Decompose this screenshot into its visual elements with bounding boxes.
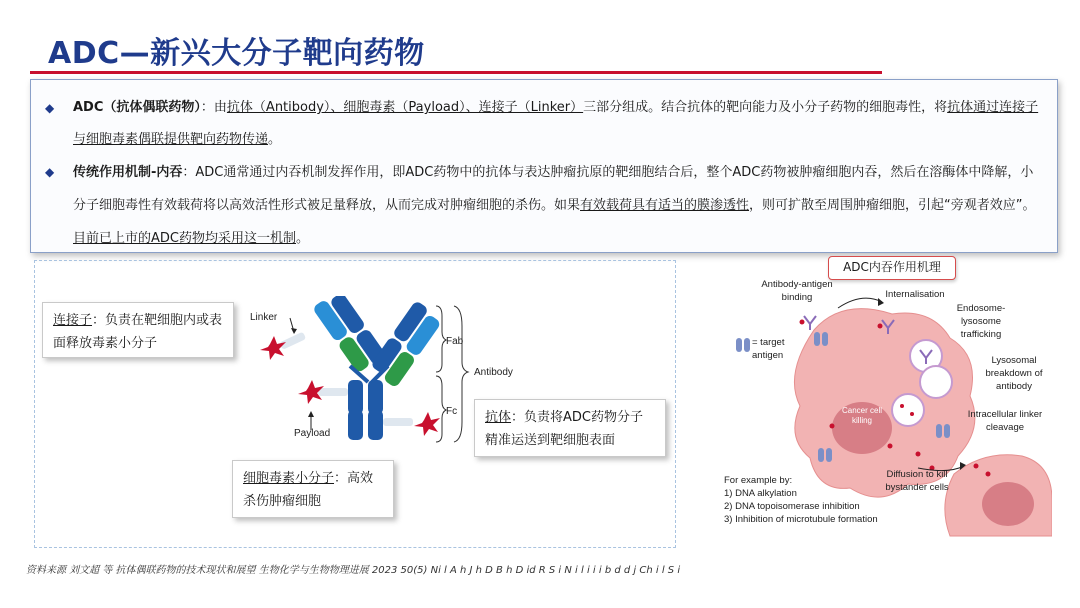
endosome-label: Endosome-lysosome trafficking (956, 303, 1006, 340)
bullet-adc-definition: ◆ ADC（抗体偶联药物）：由抗体（Antibody）、细胞毒素（Payload）、连接子（Linker）三部分组成。结合抗体的靶向能力及小分子药物的细胞毒性，将抗体通过连接子与细胞毒素偶联提供靶向药物传递。 (45, 92, 1041, 156)
example-item: 1) DNA alkylation (724, 488, 797, 499)
target-antigen-label: = target antigen (752, 337, 785, 361)
examples-block: For example by: 1) DNA alkylation 2) DNA topoisomerase inhibition 3) Inhibition of microtubule formation (724, 474, 894, 526)
title-underline (30, 71, 882, 74)
bystander-label: Diffusion to kill bystander cells (885, 469, 949, 493)
antibody-label: Antibody (474, 367, 513, 378)
payload-description-box: 细胞毒素小分子：高效杀伤肿瘤细胞 (232, 460, 394, 518)
diamond-bullet-icon: ◆ (45, 101, 55, 115)
example-item: 3) Inhibition of microtubule formation (724, 514, 878, 525)
internalisation-label: Internalisation (885, 289, 945, 300)
mechanism-title: ADC内吞作用机理 (828, 256, 956, 280)
page-title: ADC—新兴大分子靶向药物 (48, 36, 425, 71)
payload-label: Payload (294, 428, 331, 439)
fab-label: Fab (446, 336, 464, 347)
bullet-mechanism: ◆ 传统作用机制-内吞：ADC通常通过内吞机制发挥作用，即ADC药物中的抗体与表达肿瘤抗原的靶细胞结合后，整个ADC药物被肿瘤细胞内吞，然后在溶酶体中降解，小分子细胞毒性有效载荷将以高效活性形式被足量释放，从而完成对肿瘤细胞的杀伤。如果有效载荷具有适当的膜渗透性，则可扩散至周围肿瘤细胞，引起“旁观者效应”。目前已上市的ADC药物均采用这一机制。 (45, 156, 1041, 255)
binding-label: Antibody-antigen binding (761, 279, 833, 303)
linker-description-box: 连接子：负责在靶细胞内或表面释放毒素小分子 (42, 302, 234, 358)
diamond-bullet-icon: ◆ (45, 165, 55, 179)
antibody-description-box: 抗体：负责将ADC药物分子精准运送到靶细胞表面 (474, 399, 666, 457)
cancer-killing-label: Cancer cell killing (841, 406, 882, 425)
endocytosis-mechanism-diagram (722, 278, 1052, 540)
summary-box (30, 79, 1058, 253)
bullet1-lead: ADC（抗体偶联药物） (73, 100, 201, 115)
bullet2-lead: 传统作用机制-内吞 (73, 165, 183, 180)
source-citation: 资料来源 刘文超 等 抗体偶联药物的技术现状和展望 生物化学与生物物理进展 2023 50(5) Ni l A h J h D B h D id R S i N i l i i i b d d j Ch i l S i (26, 565, 681, 576)
linker-cleavage-label: Intracellular linker cleavage (967, 409, 1043, 433)
lysosomal-label: Lysosomal breakdown of antibody (985, 355, 1043, 392)
example-item: 2) DNA topoisomerase inhibition (724, 501, 860, 512)
fc-label: Fc (446, 406, 458, 417)
linker-label: Linker (250, 312, 278, 323)
